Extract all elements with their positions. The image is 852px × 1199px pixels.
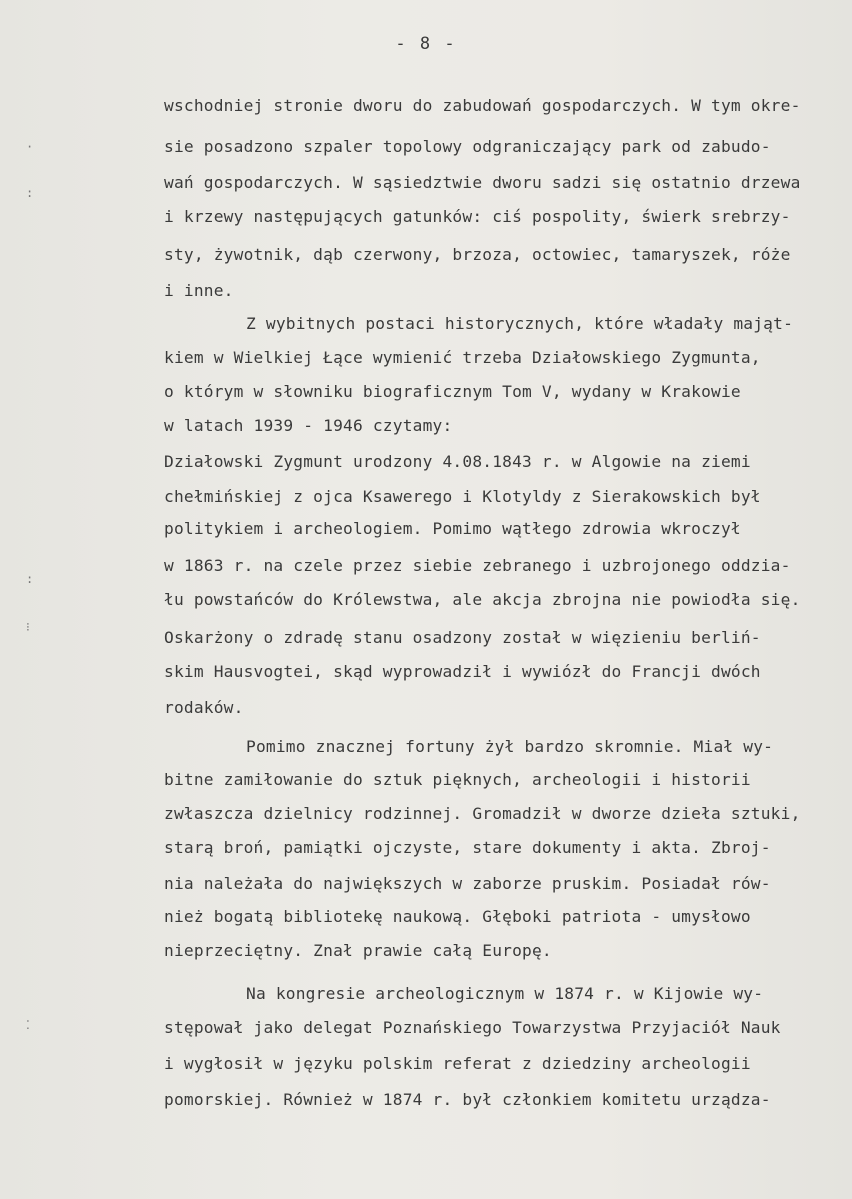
text-line: łu powstańców do Królewstwa, ale akcja zbrojna nie powiodła się.	[164, 590, 801, 609]
text-line: sie posadzono szpaler topolowy odgraniczający park od zabudo-	[164, 137, 771, 156]
text-line: zwłaszcza dzielnicy rodzinnej. Gromadził w dworze dzieła sztuki,	[164, 804, 801, 823]
text-line: bitne zamiłowanie do sztuk pięknych, archeologii i historii	[164, 770, 751, 789]
text-line: nieprzeciętny. Znał prawie całą Europę.	[164, 941, 552, 960]
text-line: pomorskiej. Również w 1874 r. był członkiem komitetu urządza-	[164, 1090, 771, 1109]
text-line: Działowski Zygmunt urodzony 4.08.1843 r. w Algowie na ziemi	[164, 452, 751, 471]
text-line: nież bogatą bibliotekę naukową. Głęboki patriota - umysłowo	[164, 907, 751, 926]
page-number: - 8 -	[395, 34, 457, 54]
text-line: rodaków.	[164, 698, 244, 717]
margin-speck: ·	[26, 140, 34, 154]
text-line: Pomimo znacznej fortuny żył bardzo skromnie. Miał wy-	[246, 737, 774, 756]
text-line: wschodniej stronie dworu do zabudowań gospodarczych. W tym okre-	[164, 96, 801, 115]
text-line: Na kongresie archeologicznym w 1874 r. w Kijowie wy-	[246, 984, 764, 1003]
margin-speck: ⁚	[26, 1018, 30, 1032]
margin-speck: :	[26, 572, 34, 586]
text-line: chełmińskiej z ojca Ksawerego i Klotyldy z Sierakowskich był	[164, 487, 761, 506]
text-line: nia należała do największych w zaborze pruskim. Posiadał rów-	[164, 874, 771, 893]
text-line: starą broń, pamiątki ojczyste, stare dokumenty i akta. Zbroj-	[164, 838, 771, 857]
text-line: kiem w Wielkiej Łące wymienić trzeba Działowskiego Zygmunta,	[164, 348, 761, 367]
text-line: Z wybitnych postaci historycznych, które władały mająt-	[246, 314, 794, 333]
margin-speck: :	[26, 186, 34, 200]
text-line: o którym w słowniku biograficznym Tom V, wydany w Krakowie	[164, 382, 741, 401]
text-line: stępował jako delegat Poznańskiego Towarzystwa Przyjaciół Nauk	[164, 1018, 781, 1037]
text-line: i krzewy następujących gatunków: ciś pospolity, świerk srebrzy-	[164, 207, 791, 226]
text-line: sty, żywotnik, dąb czerwony, brzoza, octowiec, tamaryszek, róże	[164, 245, 791, 264]
text-line: skim Hausvogtei, skąd wyprowadził i wywiózł do Francji dwóch	[164, 662, 761, 681]
text-line: politykiem i archeologiem. Pomimo wątłego zdrowia wkroczył	[164, 519, 741, 538]
text-line: i inne.	[164, 281, 234, 300]
text-line: w latach 1939 - 1946 czytamy:	[164, 416, 453, 435]
text-line: Oskarżony o zdradę stanu osadzony został w więzieniu berliń-	[164, 628, 761, 647]
text-line: i wygłosił w języku polskim referat z dziedziny archeologii	[164, 1054, 751, 1073]
text-line: w 1863 r. na czele przez siebie zebranego i uzbrojonego oddzia-	[164, 556, 791, 575]
margin-speck: ⁝	[26, 620, 30, 634]
text-line: wań gospodarczych. W sąsiedztwie dworu sadzi się ostatnio drzewa	[164, 173, 801, 192]
